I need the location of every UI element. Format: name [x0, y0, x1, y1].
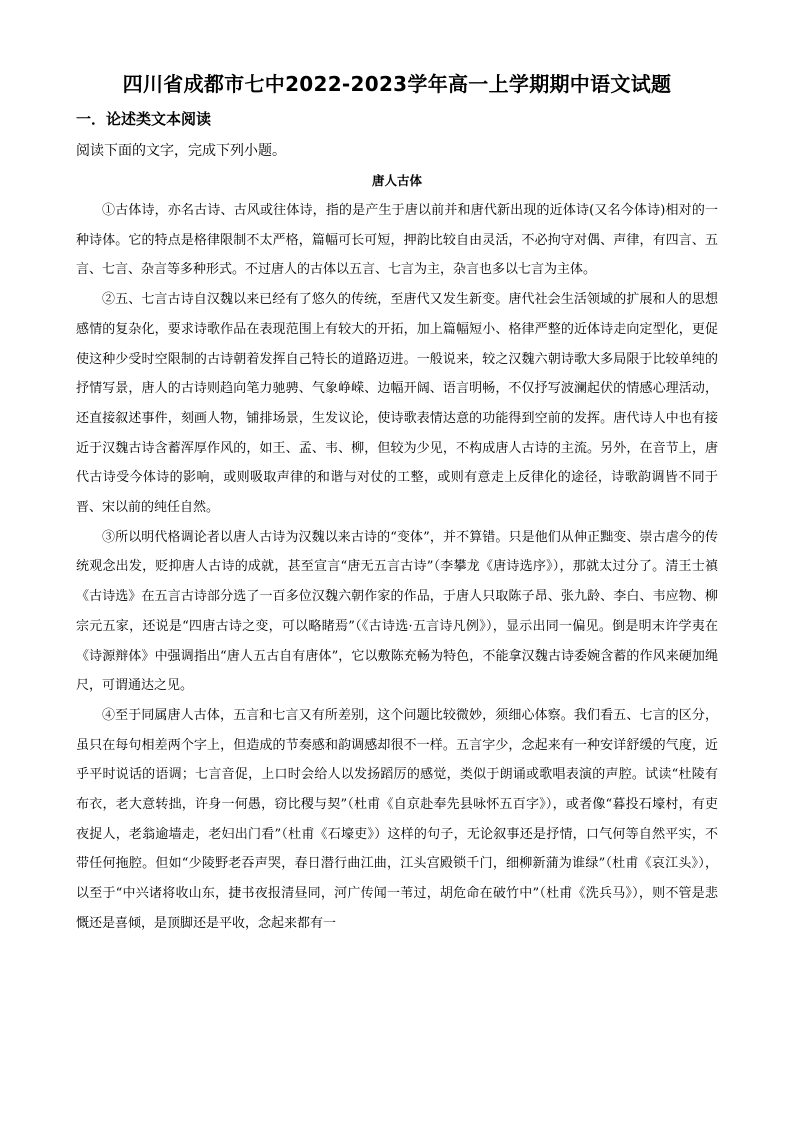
document-title: 四川省成都市七中2022-2023学年高一上学期期中语文试题: [122, 72, 672, 96]
section-heading: 一．论述类文本阅读: [76, 110, 212, 128]
article-body: [76, 196, 718, 939]
paragraph-3: ③所以明代格调论者以唐人古诗为汉魏以来古诗的“变体”，并不算错。只是他们从伸正黜变、崇古虐今的传统观念出发，贬抑唐人古诗的成就，甚至宣言“唐无五言古诗”（李攀龙《唐诗选序》），那就太过分了。清王士禛《古诗选》在五言古诗部分选了一百多位汉魏六朝作家的作品，于唐人只取陈子昂、张九龄、李白、韦应物、柳宗元五家，还说是“四唐古诗之变，可以略睹焉”（《古诗选·五言诗凡例》），显示出同一偏见。倒是明末许学夷在《诗源辩体》中强调指出“唐人五古自有唐体”，它以敷陈充畅为特色，不能拿汉魏古诗委婉含蓄的作风来硬加绳尺，可谓通达之见。: [76, 529, 718, 694]
reading-instruction: 阅读下面的文字，完成下列小题。: [76, 143, 286, 159]
paragraph-1: ①古体诗，亦名古诗、古风或往体诗，指的是产生于唐以前并和唐代新出现的近体诗(又名今体诗)相对的一种诗体。它的特点是格律限制不太严格，篇幅可长可短，押韵比较自由灵活，不必拘守对偶、声律，有四言、五言、七言、杂言等多种形式。不过唐人的古体以五言、七言为主，杂言也多以七言为主体。: [76, 203, 718, 278]
paragraph-4: ④至于同属唐人古体，五言和七言又有所差别，这个问题比较微妙，须细心体察。我们看五、七言的区分，虽只在每句相差两个字上，但造成的节奏感和韵调感却很不一样。五言字少，念起来有一种安详舒缓的气度，近乎平时说话的语调；七言音促，上口时会给人以发扬蹈厉的感觉，类似于朗诵或歌唱表演的声腔。试读“杜陵有布衣，老大意转拙，许身一何愚，窃比稷与契”（杜甫《自京赴奉先县咏怀五百字》），或者像“暮投石壕村，有吏夜捉人，老翁逾墙走，老妇出门看”（杜甫《石壕吏》）这样的句子，无论叙事还是抒情，口气何等自然平实，不带任何拖腔。但如“少陵野老吞声哭，春日潜行曲江曲，江头宫殿锁千门，细柳新蒲为谁绿”（杜甫《哀江头》），以至于“中兴诸将收山东，捷书夜报清昼同，河广传闻一苇过，胡危命在破竹中”（杜甫《洗兵马》），则不管是悲慨还是喜倾，是顶脚还是平收，念起来都有一: [76, 707, 718, 931]
article-title: 唐人古体: [371, 173, 422, 188]
paragraph-2: ②五、七言古诗自汉魏以来已经有了悠久的传统，至唐代又发生新变。唐代社会生活领域的扩展和人的思想感情的复杂化，要求诗歌作品在表现范围上有较大的开拓，加上篇幅短小、格律严整的近体诗走向定型化，更促使这种少受时空限制的古诗朝着发挥自己特长的道路迈进。一般说来，较之汉魏六朝诗歌大多局限于比较单纯的抒情写景，唐人的古诗则趋向笔力驰骋、气象峥嵘、边幅开阔、语言明畅，不仅抒写波澜起伏的情感心理活动，还直接叙述事件，刻画人物，铺排场景，生发议论，使诗歌表情达意的功能得到空前的发挥。唐代诗人中也有接近于汉魏古诗含蓄浑厚作风的，如王、孟、韦、柳，但较为少见，不构成唐人古诗的主流。另外，在音节上，唐代古诗受今体诗的影响，或则吸取声律的和谐与对仗的工整，或则有意走上反律化的途径，诗歌韵调皆不同于晋、宋以前的纯任自然。: [76, 292, 718, 516]
